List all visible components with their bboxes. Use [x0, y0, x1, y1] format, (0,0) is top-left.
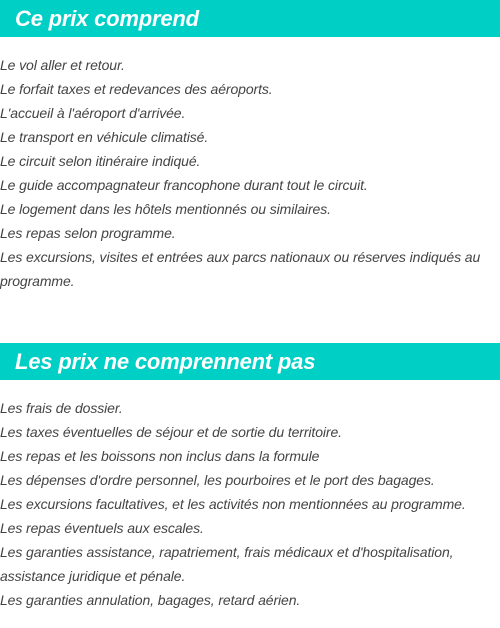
- included-title: Ce prix comprend: [15, 5, 199, 31]
- excluded-item: Les repas et les boissons non inclus dans la formule: [0, 448, 320, 464]
- excluded-item: Les garanties assistance, rapatriement, frais médicaux et d'hospitalisation, assistance juridique et pénale.: [0, 544, 454, 584]
- included-item: Le circuit selon itinéraire indiqué.: [0, 153, 201, 169]
- excluded-item: Les excursions facultatives, et les activités non mentionnées au programme.: [0, 496, 466, 512]
- excluded-item: Les dépenses d'ordre personnel, les pourboires et le port des bagages.: [0, 472, 435, 488]
- included-item: Le forfait taxes et redevances des aéroports.: [0, 81, 273, 97]
- excluded-section: [0, 343, 500, 612]
- included-item: Le guide accompagnateur francophone durant tout le circuit.: [0, 177, 368, 193]
- excluded-list: [0, 380, 500, 612]
- included-item: Les repas selon programme.: [0, 225, 176, 241]
- excluded-item: Les taxes éventuelles de séjour et de sortie du territoire.: [0, 424, 342, 440]
- included-section: [0, 0, 500, 293]
- included-item: Les excursions, visites et entrées aux parcs nationaux ou réserves indiqués au programme.: [0, 249, 481, 289]
- excluded-item: Les frais de dossier.: [0, 400, 123, 416]
- included-item: Le transport en véhicule climatisé.: [0, 129, 209, 145]
- included-item: L'accueil à l'aéroport d'arrivée.: [0, 105, 186, 121]
- excluded-banner: [0, 343, 500, 380]
- excluded-title: Les prix ne comprennent pas: [15, 348, 316, 374]
- excluded-item: Les garanties annulation, bagages, retard aérien.: [0, 592, 301, 608]
- included-list: [0, 37, 500, 293]
- included-item: Le logement dans les hôtels mentionnés ou similaires.: [0, 201, 331, 217]
- included-banner: [0, 0, 500, 37]
- excluded-item: Les repas éventuels aux escales.: [0, 520, 204, 536]
- included-item: Le vol aller et retour.: [0, 57, 125, 73]
